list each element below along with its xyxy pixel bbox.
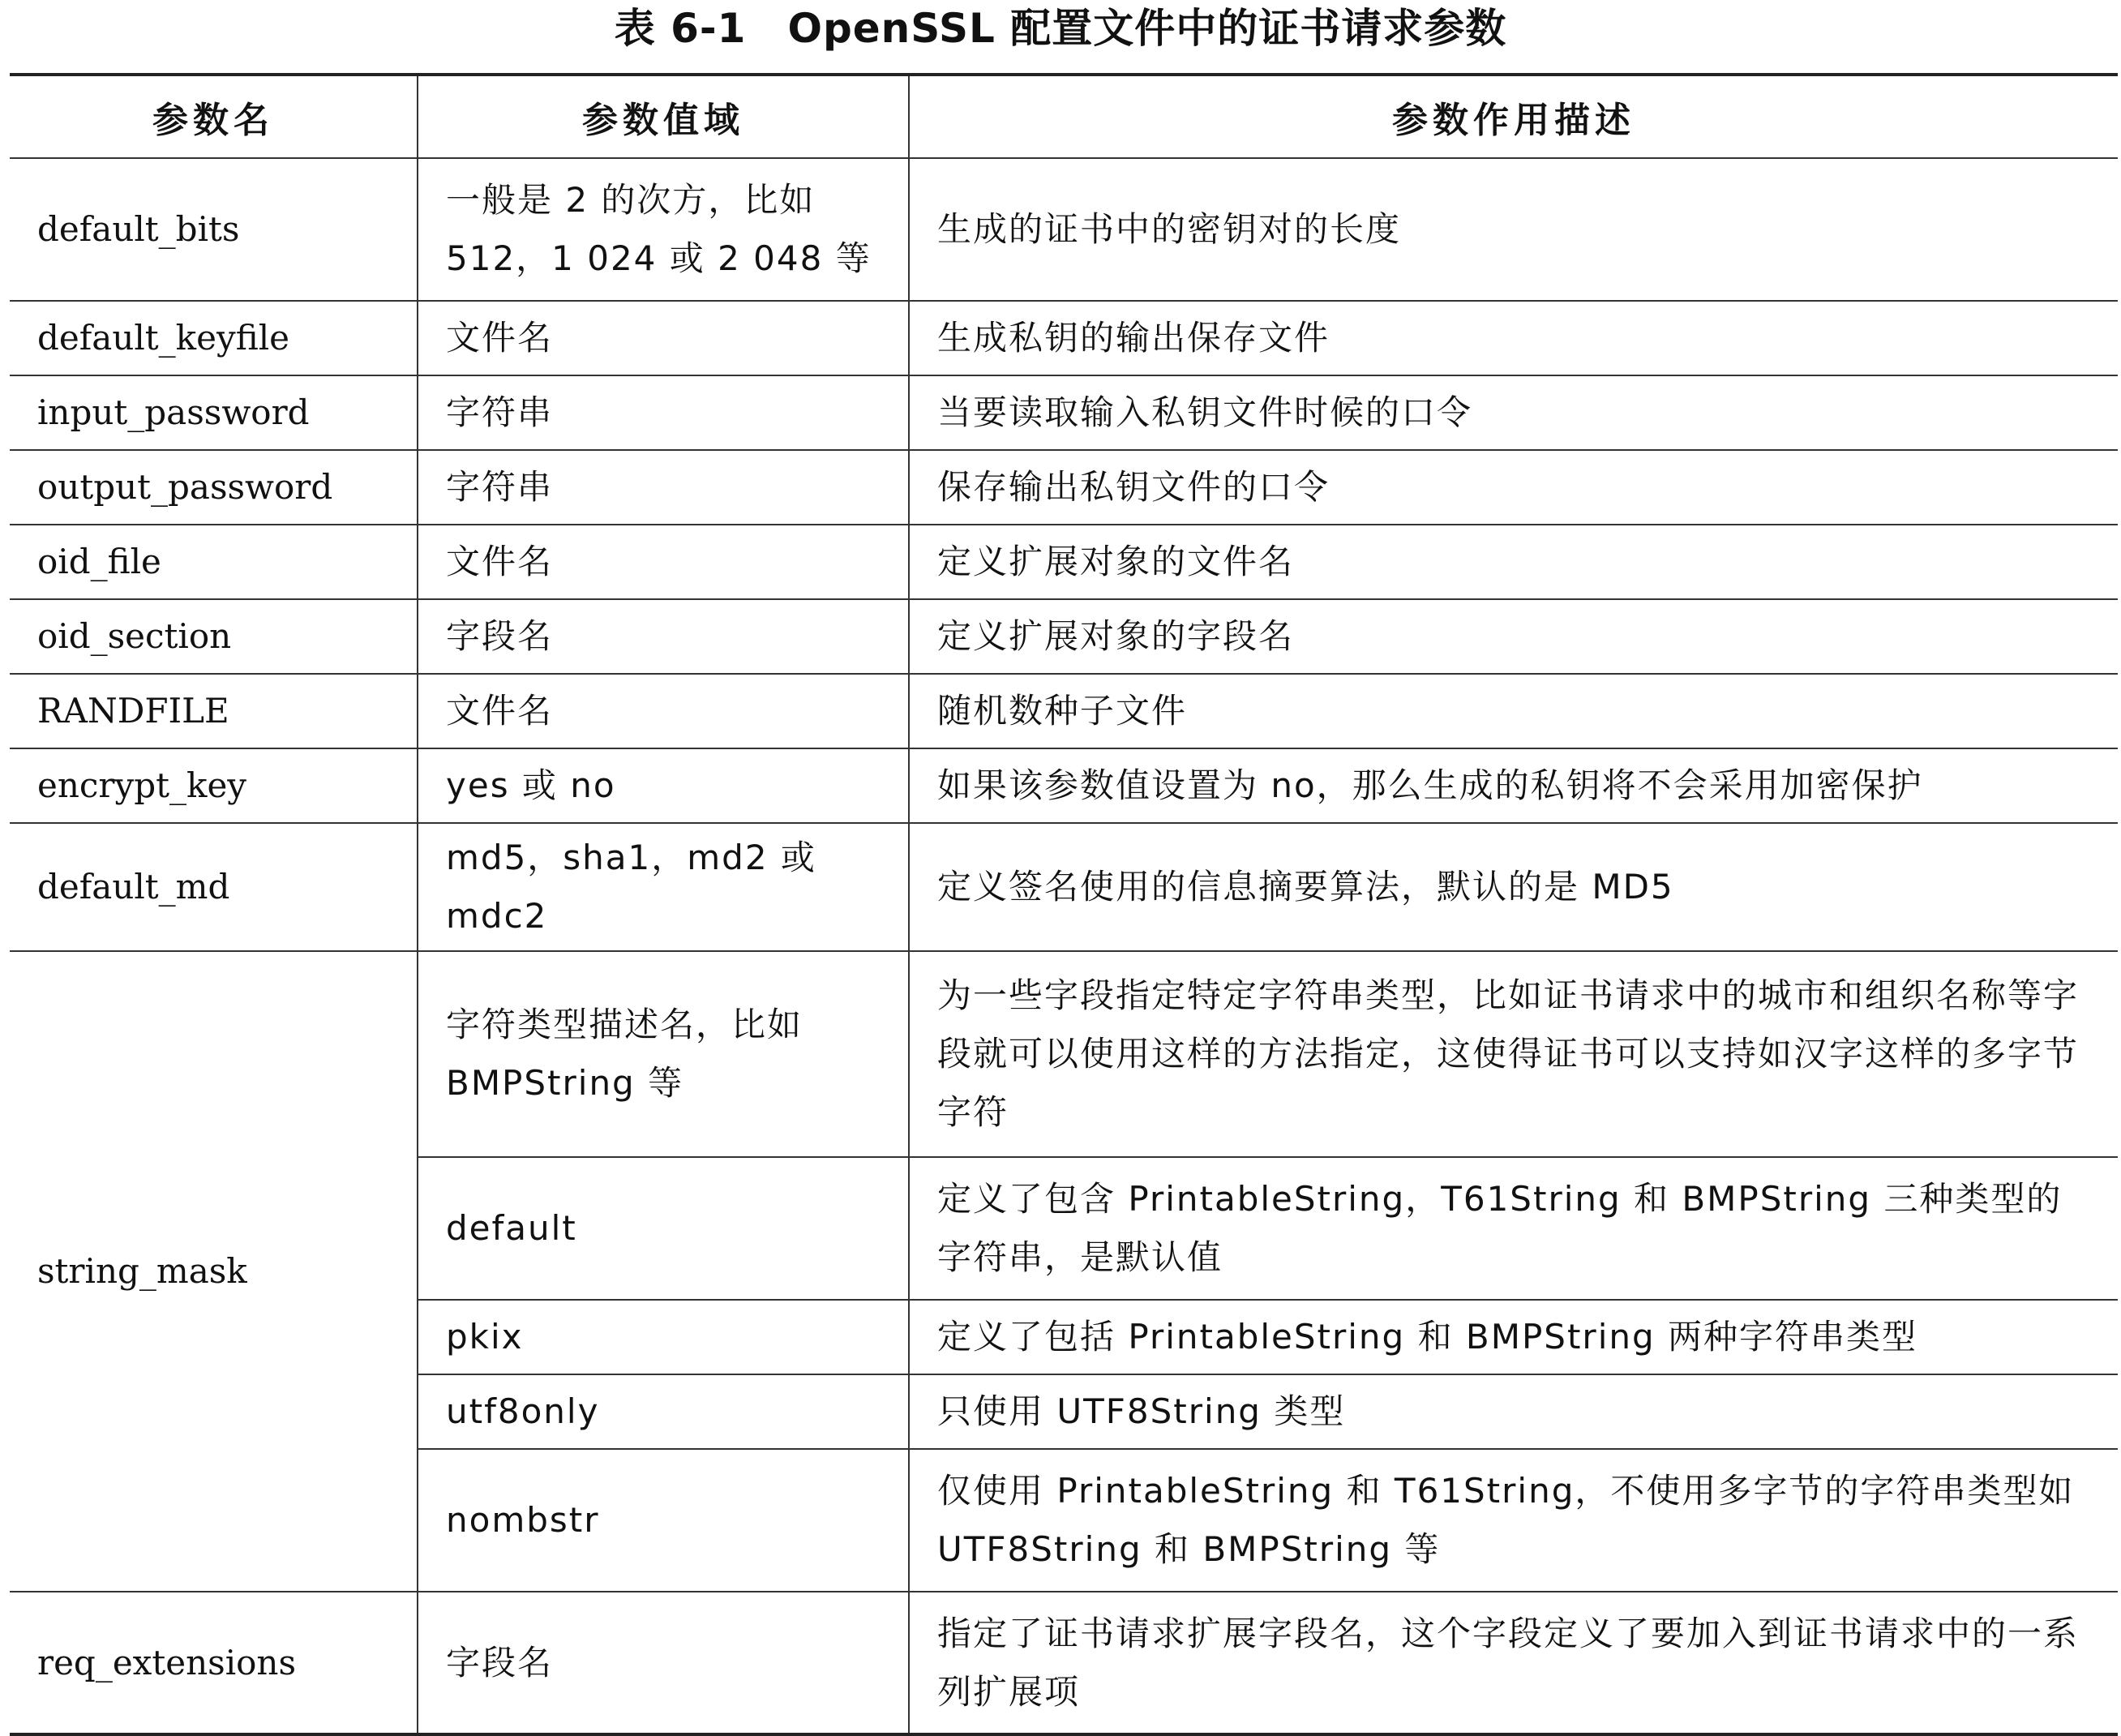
param-domain: yes 或 no — [418, 748, 909, 823]
param-name: default_md — [10, 823, 418, 951]
param-description: 仅使用 PrintableString 和 T61String，不使用多字节的字符串类型如 UTF8String 和 BMPString 等 — [909, 1449, 2118, 1592]
param-description: 当要读取输入私钥文件时候的口令 — [909, 375, 2118, 450]
table-row — [10, 599, 2118, 674]
param-domain: 字段名 — [418, 1592, 909, 1734]
param-name: output_password — [10, 450, 418, 525]
table-row — [10, 674, 2118, 748]
param-name: req_extensions — [10, 1592, 418, 1734]
param-name: default_keyfile — [10, 301, 418, 375]
param-description: 定义了包括 PrintableString 和 BMPString 两种字符串类型 — [909, 1300, 2118, 1374]
param-description: 定义扩展对象的文件名 — [909, 525, 2118, 599]
param-description: 保存输出私钥文件的口令 — [909, 450, 2118, 525]
table-row — [10, 375, 2118, 450]
table-row — [10, 158, 2118, 301]
param-description: 为一些字段指定特定字符串类型，比如证书请求中的城市和组织名称等字段就可以使用这样的方法指定，这使得证书可以支持如汉字这样的多字节字符 — [909, 951, 2118, 1157]
param-domain: 字符串 — [418, 375, 909, 450]
param-name: default_bits — [10, 158, 418, 301]
param-description: 定义了包含 PrintableString，T61String 和 BMPString 三种类型的字符串，是默认值 — [909, 1157, 2118, 1300]
param-domain: 一般是 2 的次方，比如 512，1 024 或 2 048 等 — [418, 158, 909, 301]
param-description: 定义签名使用的信息摘要算法，默认的是 MD5 — [909, 823, 2118, 951]
header-row — [10, 75, 2118, 158]
param-description: 定义扩展对象的字段名 — [909, 599, 2118, 674]
param-name: oid_section — [10, 599, 418, 674]
header-param-description: 参数作用描述 — [909, 75, 2118, 158]
param-name: RANDFILE — [10, 674, 418, 748]
table-caption: 表 6-1 OpenSSL 配置文件中的证书请求参数 — [614, 5, 1507, 52]
param-domain: 文件名 — [418, 525, 909, 599]
param-domain: nombstr — [418, 1449, 909, 1592]
param-description: 指定了证书请求扩展字段名，这个字段定义了要加入到证书请求中的一系列扩展项 — [909, 1592, 2118, 1734]
header-param-domain: 参数值域 — [418, 75, 909, 158]
param-description: 如果该参数值设置为 no，那么生成的私钥将不会采用加密保护 — [909, 748, 2118, 823]
param-name: input_password — [10, 375, 418, 450]
param-domain: md5，sha1，md2 或 mdc2 — [418, 823, 909, 951]
param-domain: 字符类型描述名，比如 BMPString 等 — [418, 951, 909, 1157]
param-domain: 文件名 — [418, 674, 909, 748]
param-domain: pkix — [418, 1300, 909, 1374]
param-name: oid_file — [10, 525, 418, 599]
table-row — [10, 301, 2118, 375]
param-domain: 文件名 — [418, 301, 909, 375]
param-description: 只使用 UTF8String 类型 — [909, 1374, 2118, 1449]
table-row — [10, 748, 2118, 823]
header-param-name: 参数名 — [10, 75, 418, 158]
table-row-string-mask — [10, 951, 2118, 1157]
table-row — [10, 525, 2118, 599]
param-name: encrypt_key — [10, 748, 418, 823]
table-row — [10, 450, 2118, 525]
param-domain: default — [418, 1157, 909, 1300]
param-description: 生成的证书中的密钥对的长度 — [909, 158, 2118, 301]
param-domain: 字段名 — [418, 599, 909, 674]
table-row — [10, 1592, 2118, 1734]
parameter-table — [10, 73, 2118, 1736]
table-row — [10, 823, 2118, 951]
param-domain: utf8only — [418, 1374, 909, 1449]
param-domain: 字符串 — [418, 450, 909, 525]
param-description: 生成私钥的输出保存文件 — [909, 301, 2118, 375]
param-name-string-mask: string_mask — [10, 951, 418, 1592]
param-description: 随机数种子文件 — [909, 674, 2118, 748]
